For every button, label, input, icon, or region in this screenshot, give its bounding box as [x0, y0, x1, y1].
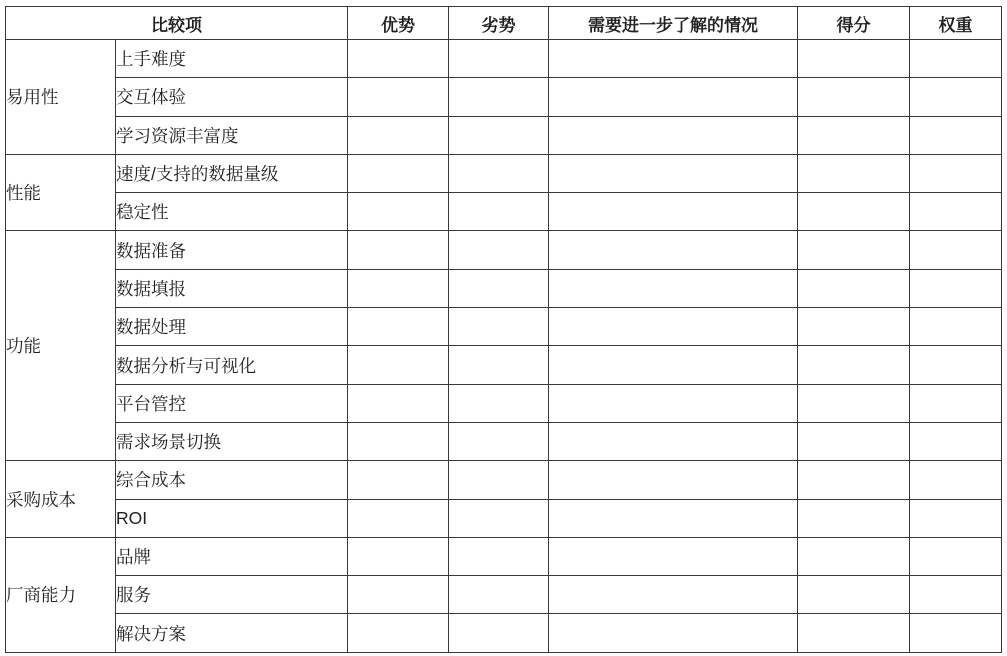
further-info-cell — [549, 193, 798, 231]
disadvantage-cell — [449, 308, 549, 346]
further-info-cell — [549, 40, 798, 78]
table-row — [6, 116, 1002, 154]
item-cell: 学习资源丰富度 — [116, 116, 348, 154]
further-info-cell — [549, 346, 798, 384]
further-info-cell — [549, 422, 798, 460]
disadvantage-cell — [449, 346, 549, 384]
further-info-cell — [549, 537, 798, 575]
disadvantage-cell — [449, 461, 549, 499]
header-advantage: 优势 — [348, 7, 449, 40]
category-cell-performance: 性能 — [6, 154, 116, 231]
category-cell-features: 功能 — [6, 231, 116, 461]
disadvantage-cell — [449, 78, 549, 116]
header-compare-item: 比较项 — [6, 7, 348, 40]
score-cell — [798, 461, 910, 499]
score-cell — [798, 384, 910, 422]
item-cell: 上手难度 — [116, 40, 348, 78]
advantage-cell — [348, 231, 449, 269]
item-cell: 需求场景切换 — [116, 422, 348, 460]
disadvantage-cell — [449, 576, 549, 614]
item-cell: 品牌 — [116, 537, 348, 575]
score-cell — [798, 422, 910, 460]
weight-cell — [910, 384, 1002, 422]
further-info-cell — [549, 614, 798, 652]
item-cell: 服务 — [116, 576, 348, 614]
further-info-cell — [549, 308, 798, 346]
table-row — [6, 231, 1002, 269]
disadvantage-cell — [449, 116, 549, 154]
weight-cell — [910, 269, 1002, 307]
further-info-cell — [549, 154, 798, 192]
score-cell — [798, 499, 910, 537]
disadvantage-cell — [449, 231, 549, 269]
table-row — [6, 269, 1002, 307]
advantage-cell — [348, 499, 449, 537]
advantage-cell — [348, 269, 449, 307]
score-cell — [798, 308, 910, 346]
advantage-cell — [348, 422, 449, 460]
score-cell — [798, 269, 910, 307]
further-info-cell — [549, 499, 798, 537]
advantage-cell — [348, 308, 449, 346]
weight-cell — [910, 346, 1002, 384]
score-cell — [798, 193, 910, 231]
advantage-cell — [348, 346, 449, 384]
item-cell: 数据分析与可视化 — [116, 346, 348, 384]
table-row — [6, 193, 1002, 231]
disadvantage-cell — [449, 384, 549, 422]
advantage-cell — [348, 116, 449, 154]
score-cell — [798, 116, 910, 154]
item-cell: 数据处理 — [116, 308, 348, 346]
item-cell: 数据准备 — [116, 231, 348, 269]
weight-cell — [910, 461, 1002, 499]
score-cell — [798, 78, 910, 116]
further-info-cell — [549, 78, 798, 116]
header-score: 得分 — [798, 7, 910, 40]
table-row — [6, 346, 1002, 384]
weight-cell — [910, 193, 1002, 231]
further-info-cell — [549, 461, 798, 499]
advantage-cell — [348, 576, 449, 614]
weight-cell — [910, 231, 1002, 269]
item-cell: 稳定性 — [116, 193, 348, 231]
advantage-cell — [348, 78, 449, 116]
weight-cell — [910, 40, 1002, 78]
weight-cell — [910, 116, 1002, 154]
table-row — [6, 422, 1002, 460]
score-cell — [798, 537, 910, 575]
table-row — [6, 461, 1002, 499]
advantage-cell — [348, 193, 449, 231]
table-row — [6, 308, 1002, 346]
table-row — [6, 537, 1002, 575]
item-cell: 速度/支持的数据量级 — [116, 154, 348, 192]
advantage-cell — [348, 537, 449, 575]
weight-cell — [910, 422, 1002, 460]
score-cell — [798, 614, 910, 652]
weight-cell — [910, 576, 1002, 614]
score-cell — [798, 231, 910, 269]
further-info-cell — [549, 116, 798, 154]
weight-cell — [910, 537, 1002, 575]
disadvantage-cell — [449, 499, 549, 537]
category-cell-cost: 采购成本 — [6, 461, 116, 538]
table-row — [6, 614, 1002, 652]
table-row — [6, 40, 1002, 78]
disadvantage-cell — [449, 614, 549, 652]
disadvantage-cell — [449, 537, 549, 575]
table-row — [6, 384, 1002, 422]
advantage-cell — [348, 461, 449, 499]
further-info-cell — [549, 231, 798, 269]
further-info-cell — [549, 576, 798, 614]
disadvantage-cell — [449, 154, 549, 192]
further-info-cell — [549, 384, 798, 422]
table-row — [6, 499, 1002, 537]
advantage-cell — [348, 384, 449, 422]
item-cell: 交互体验 — [116, 78, 348, 116]
comparison-table — [5, 6, 1002, 653]
advantage-cell — [348, 614, 449, 652]
weight-cell — [910, 308, 1002, 346]
weight-cell — [910, 78, 1002, 116]
disadvantage-cell — [449, 40, 549, 78]
header-disadvantage: 劣势 — [449, 7, 549, 40]
further-info-cell — [549, 269, 798, 307]
weight-cell — [910, 614, 1002, 652]
item-cell: 综合成本 — [116, 461, 348, 499]
weight-cell — [910, 499, 1002, 537]
table-row — [6, 576, 1002, 614]
item-cell: 解决方案 — [116, 614, 348, 652]
item-cell: ROI — [116, 499, 348, 537]
item-cell: 平台管控 — [116, 384, 348, 422]
item-cell: 数据填报 — [116, 269, 348, 307]
disadvantage-cell — [449, 422, 549, 460]
score-cell — [798, 40, 910, 78]
score-cell — [798, 346, 910, 384]
weight-cell — [910, 154, 1002, 192]
score-cell — [798, 154, 910, 192]
table-row — [6, 154, 1002, 192]
advantage-cell — [348, 154, 449, 192]
header-weight: 权重 — [910, 7, 1002, 40]
header-further-info: 需要进一步了解的情况 — [549, 7, 798, 40]
advantage-cell — [348, 40, 449, 78]
table-header-row — [6, 7, 1002, 40]
disadvantage-cell — [449, 269, 549, 307]
category-cell-usability: 易用性 — [6, 40, 116, 155]
disadvantage-cell — [449, 193, 549, 231]
table-row — [6, 78, 1002, 116]
score-cell — [798, 576, 910, 614]
category-cell-vendor: 厂商能力 — [6, 537, 116, 652]
